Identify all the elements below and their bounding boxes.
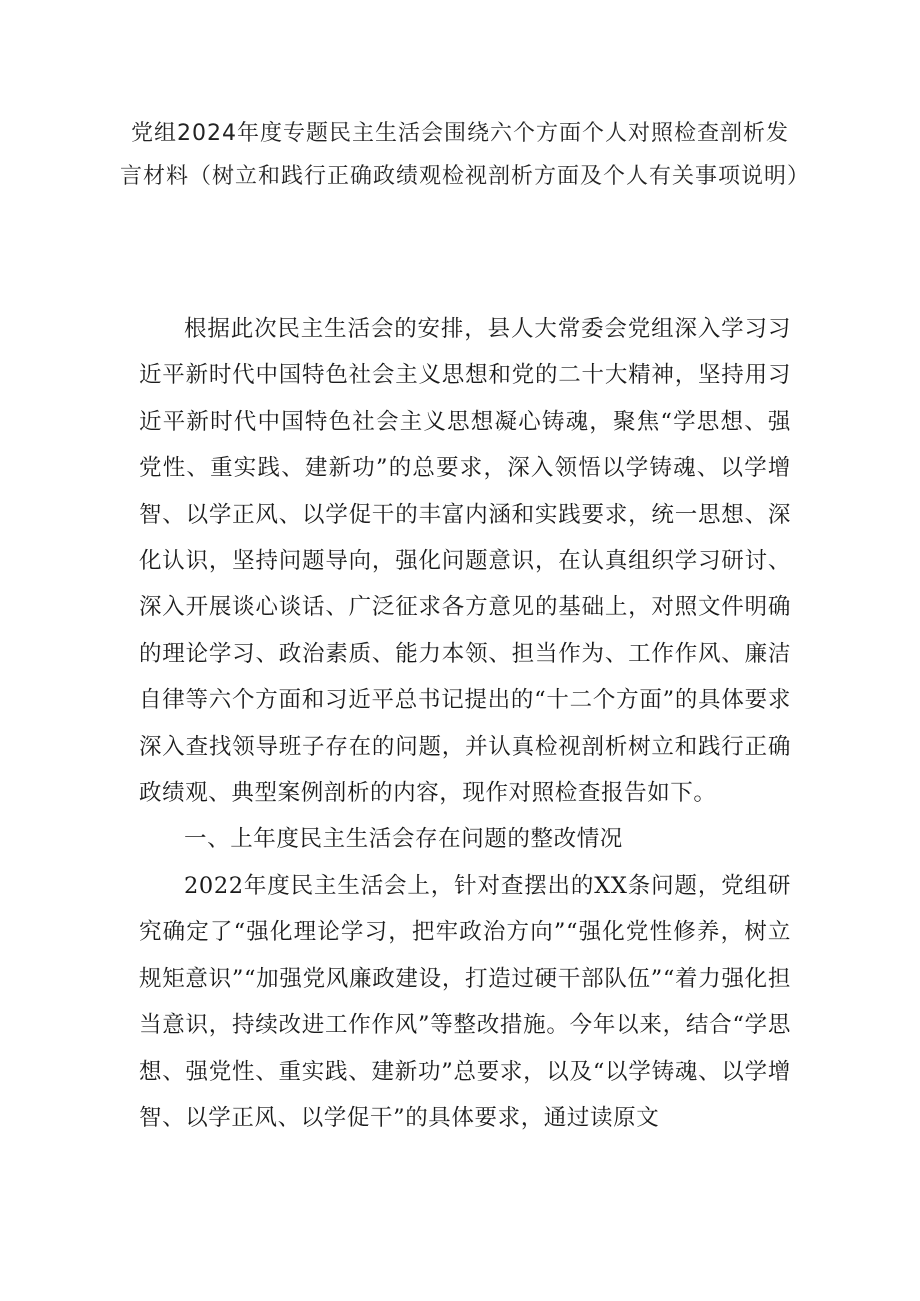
document-title: 党组2024年度专题民主生活会围绕六个方面个人对照检查剖析发言材料（树立和践行正确政绩观检视剖析方面及个人有关事项说明） [120,121,811,189]
document-body [139,306,791,1141]
body-paragraph: 2022年度民主生活会上，针对查摆出的XX条问题，党组研究确定了“强化理论学习，把牢政治方向”“强化党性修养，树立规矩意识”“加强党风廉政建设，打造过硬干部队伍”“着力强化担当意识，持续改进工作作风”等整改措施。今年以来，结合“学思想、强党性、重实践、建新功”总要求，以及“以学铸魂、以学增智、以学正风、以学促干”的具体要求，通过读原文 [139,872,791,1131]
intro-paragraph: 根据此次民主生活会的安排，县人大常委会党组深入学习习近平新时代中国特色社会主义思想和党的二十大精神，坚持用习近平新时代中国特色社会主义思想凝心铸魂，聚焦“学思想、强党性、重实践、建新功”的总要求，深入领悟以学铸魂、以学增智、以学正风、以学促干的丰富内涵和实践要求，统一思想、深化认识，坚持问题导向，强化问题意识，在认真组织学习研讨、深入开展谈心谈话、广泛征求各方意见的基础上，对照文件明确的理论学习、政治素质、能力本领、担当作为、工作作风、廉洁自律等六个方面和习近平总书记提出的“十二个方面”的具体要求深入查找领导班子存在的问题，并认真检视剖析树立和践行正确政绩观、典型案例剖析的内容，现作对照检查报告如下。 [139,316,791,807]
section-heading: 一、上年度民主生活会存在问题的整改情况 [184,826,623,853]
